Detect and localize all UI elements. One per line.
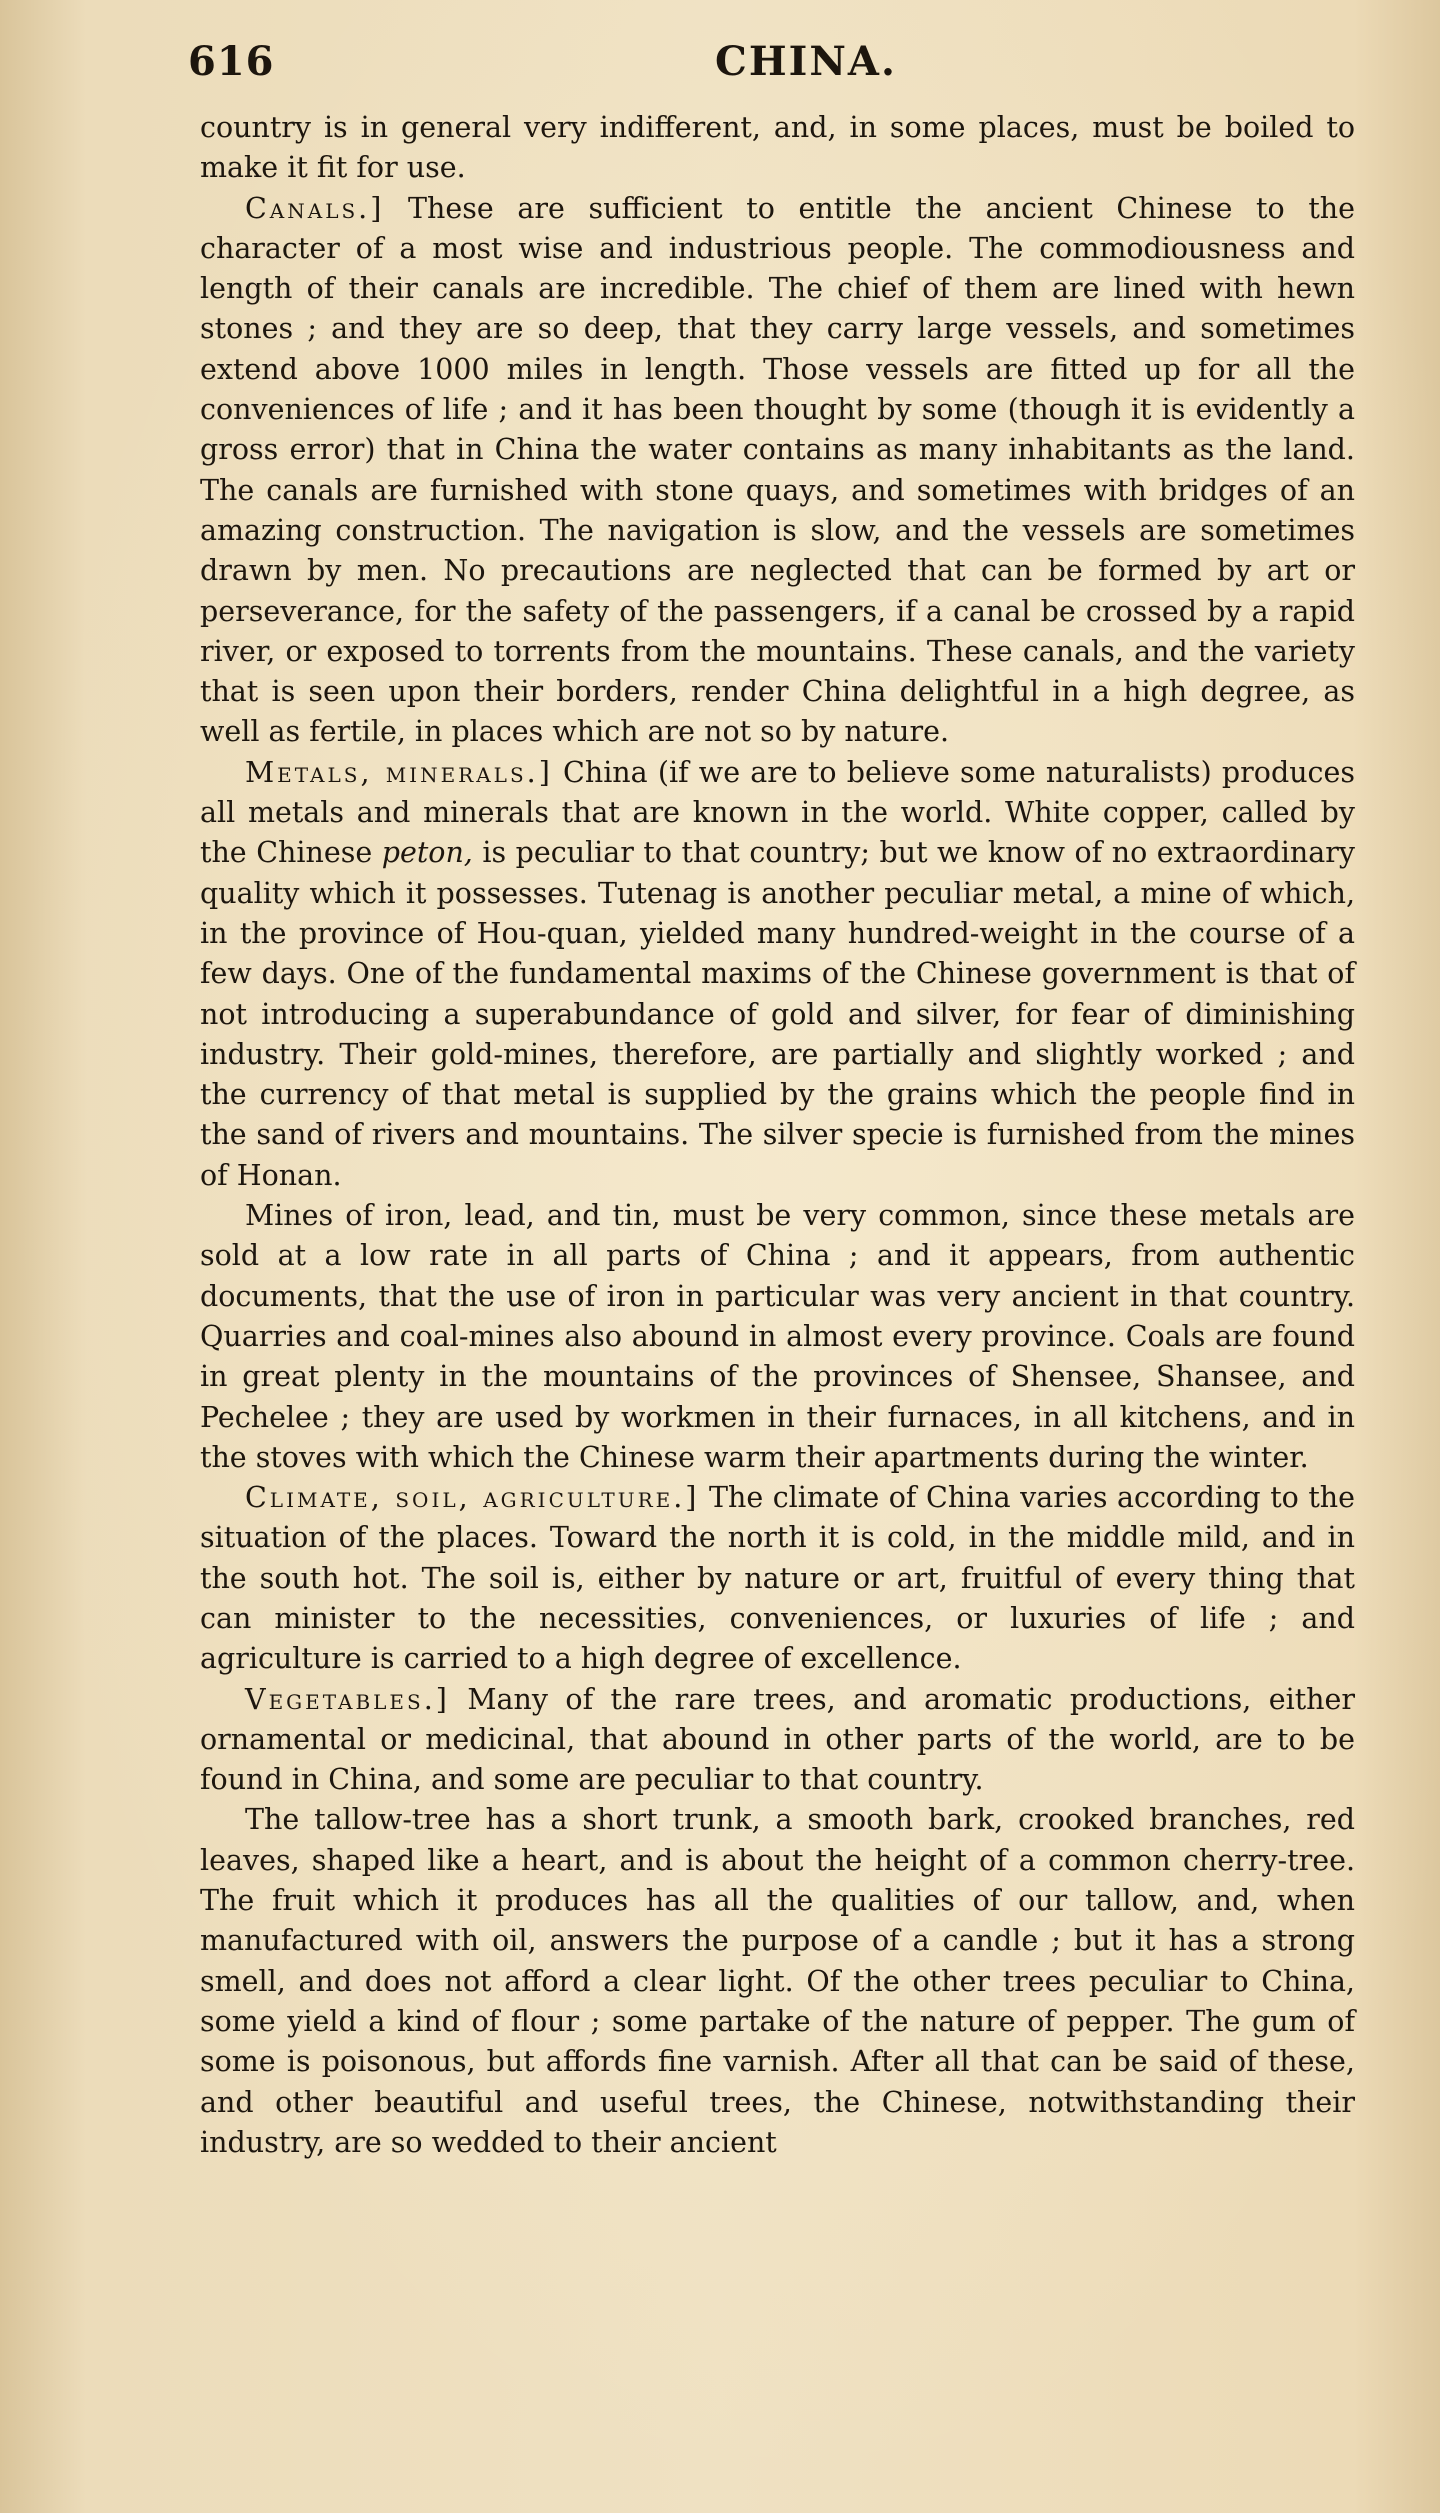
- paragraph-text: country is in general very indifferent, and, in some places, must be boiled to make it fit for use.: [200, 111, 1355, 185]
- paragraph-vegetables: [200, 1680, 1355, 1801]
- page-title: CHINA.: [715, 38, 897, 85]
- paragraph-text: These are sufficient to entitle the ancient Chinese to the character of a most wise and industrious people. The commodiousness and length of their canals are incredible. The chief of them are lined with hewn stones ; and they are so deep, that they carry large vessels, and sometimes extend above 1000 miles in length. Those vessels are fitted up for all the conveniences of life ; and it has been thought by some (though it is evidently a gross error) that in China the water contains as many inhabitants as the land. The canals are furnished with stone quays, and sometimes with bridges of an amazing construction. The navigation is slow, and the vessels are sometimes drawn by men. No precautions are neglected that can be formed by art or perseverance, for the safety of the passengers, if a canal be crossed by a rapid river, or exposed to torrents from the mountains. These canals, and the variety that is seen upon their borders, render China delightful in a high degree, as well as fertile, in places which are not so by nature.: [200, 191, 1355, 749]
- paragraph-climate: [200, 1478, 1355, 1679]
- paragraph-mines: [200, 1196, 1355, 1478]
- section-heading-metals: Metals, minerals.]: [245, 755, 553, 789]
- section-heading-canals: Canals.]: [245, 191, 385, 225]
- paragraph-continued: [200, 108, 1355, 189]
- paragraph-canals: [200, 189, 1355, 753]
- section-heading-climate: Climate, soil, agriculture.]: [245, 1481, 700, 1515]
- italic-term: peton,: [381, 836, 473, 870]
- page-number: 616: [188, 38, 275, 85]
- paragraph-text: Mines of iron, lead, and tin, must be very common, since these metals are sold at a low rate in all parts of China ; and it appears, from authentic documents, that the use of iron in particular was very ancient in that country. Quarries and coal-mines also abound in almost every province. Coals are found in great plenty in the mountains of the provinces of Shensee, Shansee, and Pechelee ; they are used by workmen in their furnaces, in all kitchens, and in the stoves with which the Chinese warm their apartments during the winter.: [200, 1199, 1355, 1474]
- paragraph-text: China (if we are to believe some naturalists) produces all metals and minerals that are known in the world. White copper, called by the Chinese: [200, 755, 1355, 870]
- paragraph-metals: [200, 753, 1355, 1196]
- running-head: [188, 38, 1355, 108]
- paragraph-text: The climate of China varies according to the situation of the places. Toward the north it is cold, in the middle mild, and in the south hot. The soil is, either by nature or art, fruitful of every thing that can minister to the necessities, conveniences, or luxuries of life ; and agriculture is carried to a high degree of excellence.: [200, 1481, 1356, 1676]
- paragraph-text: is peculiar to that country; but we know of no extraordinary quality which it possesses. Tutenag is another peculiar metal, a mine of which, in the province of Hou-quan, yielded many hundred-weight in the course of a few days. One of the fundamental maxims of the Chinese government is that of not introducing a superabundance of gold and silver, for fear of diminishing industry. Their gold-mines, therefore, are partially and slightly worked ; and the currency of that metal is supplied by the grains which the people find in the sand of rivers and mountains. The silver specie is furnished from the mines of Honan.: [200, 836, 1355, 1192]
- paragraph-text: The tallow-tree has a short trunk, a smooth bark, crooked branches, red leaves, shaped like a heart, and is about the height of a common cherry-tree. The fruit which it produces has all the qualities of our tallow, and, when manufactured with oil, answers the purpose of a candle ; but it has a strong smell, and does not afford a clear light. Of the other trees peculiar to China, some yield a kind of flour ; some partake of the nature of pepper. The gum of some is poisonous, but affords fine varnish. After all that can be said of these, and other beautiful and useful trees, the Chinese, notwithstanding their industry, are so wedded to their ancient: [200, 1803, 1355, 2159]
- paragraph-tallow-tree: [200, 1800, 1355, 2163]
- paragraph-text: Many of the rare trees, and aromatic productions, either ornamental or medicinal, that abound in other parts of the world, are to be found in China, and some are peculiar to that country.: [200, 1682, 1355, 1797]
- section-heading-vegetables: Vegetables.]: [245, 1682, 450, 1716]
- body-text: [200, 108, 1355, 2163]
